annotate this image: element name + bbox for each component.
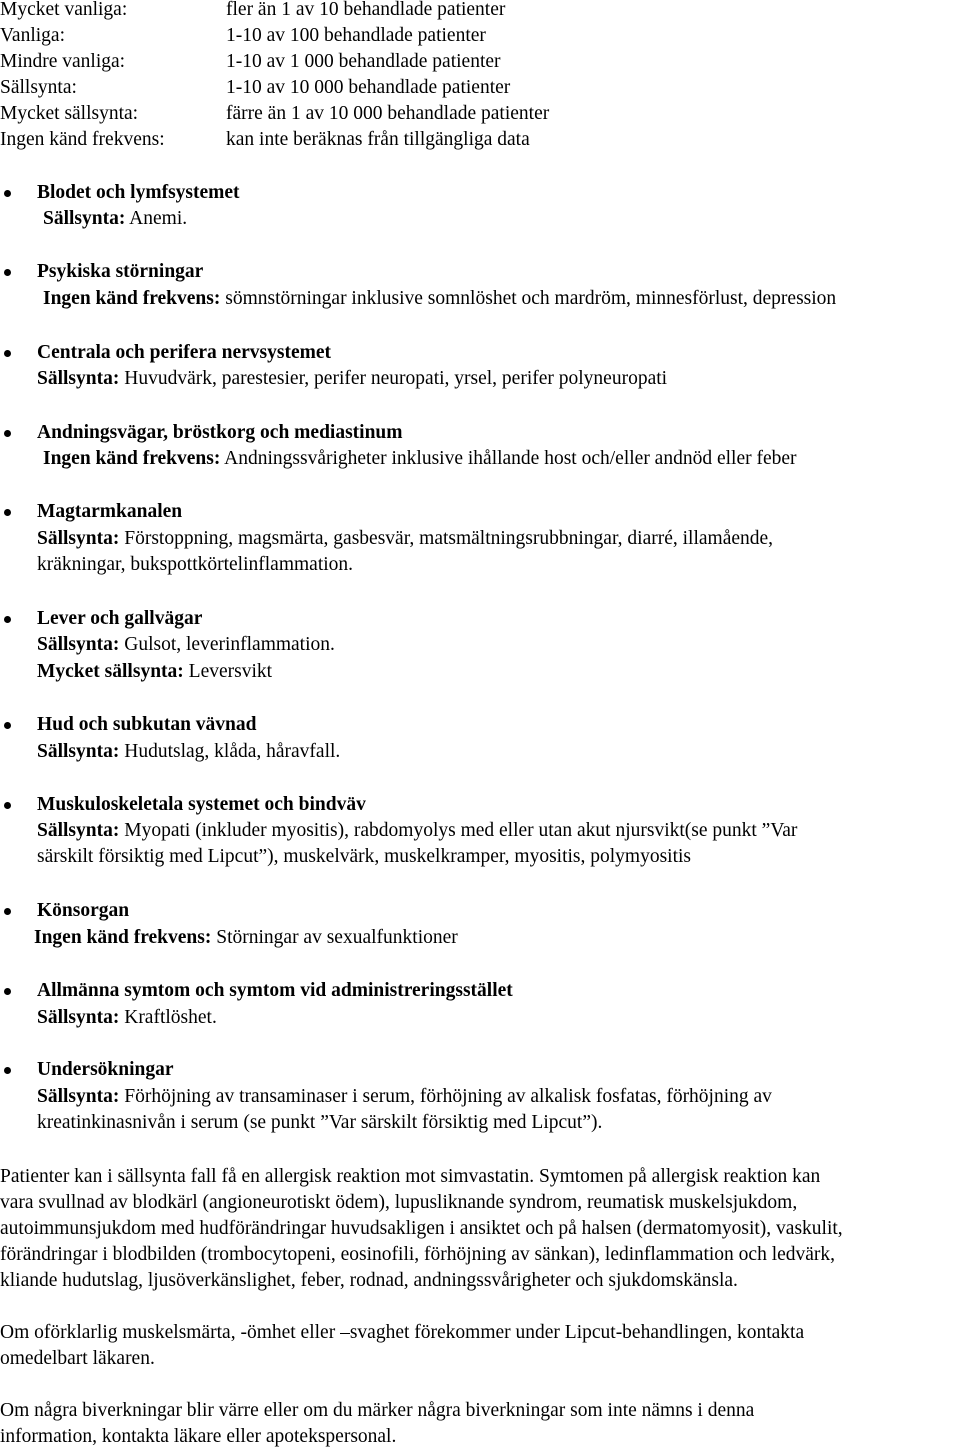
section-line xyxy=(37,366,667,392)
bullet-icon xyxy=(4,802,11,809)
section-line xyxy=(43,206,187,232)
paragraph-line: Om oförklarlig muskelsmärta, -ömhet eller –svaghet förekommer under Lipcut-behandlingen, kontakta xyxy=(0,1322,805,1343)
section-text: Huvudvärk, parestesier, perifer neuropati, yrsel, perifer polyneuropati xyxy=(119,368,668,389)
frequency-label: Sällsynta: xyxy=(43,208,126,229)
paragraph-allergy xyxy=(0,1164,960,1294)
frequency-definition: kan inte beräknas från tillgängliga data xyxy=(226,129,530,150)
frequency-label: Sällsynta: xyxy=(37,528,120,549)
section-line xyxy=(37,552,353,578)
section-line xyxy=(43,286,836,312)
section-text: Myopati (inkluder myositis), rabdomyolys med eller utan akut njursvikt(se punkt ”Var xyxy=(119,820,798,841)
bullet-icon xyxy=(4,190,11,197)
section-line xyxy=(37,1084,772,1110)
paragraph-line: Patienter kan i sällsynta fall få en allergisk reaktion mot simvastatin. Symtomen på allergisk reaktion kan xyxy=(0,1166,821,1187)
section-text: sömnstörningar inklusive somnlöshet och mardröm, minnesförlust, depression xyxy=(220,288,837,309)
section-line xyxy=(37,526,773,552)
bullet-icon xyxy=(4,616,11,623)
section-title: Muskuloskeletala systemet och bindväv xyxy=(37,794,366,815)
section-line xyxy=(37,632,335,658)
frequency-label: Ingen känd frekvens: xyxy=(43,288,221,309)
section-line xyxy=(37,1005,217,1031)
section-text: Förhöjning av transaminaser i serum, förhöjning av alkalisk fosfatas, förhöjning av xyxy=(119,1086,772,1107)
frequency-term: Mycket sällsynta: xyxy=(0,103,139,124)
frequency-term: Mindre vanliga: xyxy=(0,51,126,72)
paragraph-line: förändringar i blodbilden (trombocytopeni, eosinofili, förhöjning av sänkan), ledinflammation och ledvärk, xyxy=(0,1244,836,1265)
bullet-icon xyxy=(4,908,11,915)
paragraph-contact xyxy=(0,1398,960,1450)
frequency-label: Ingen känd frekvens: xyxy=(34,927,212,948)
section-line xyxy=(43,446,797,472)
frequency-term: Mycket vanliga: xyxy=(0,0,128,20)
section-title: Centrala och perifera nervsystemet xyxy=(37,342,332,363)
bullet-icon xyxy=(4,430,11,437)
section-title: Lever och gallvägar xyxy=(37,608,203,629)
section-text: Andningssvårigheter inklusive ihållande host och/eller andnöd eller feber xyxy=(220,448,797,469)
section-line xyxy=(37,659,272,685)
frequency-label: Sällsynta: xyxy=(37,1086,120,1107)
bullet-icon xyxy=(4,988,11,995)
frequency-term: Sällsynta: xyxy=(0,77,77,98)
section-title: Hud och subkutan vävnad xyxy=(37,714,257,735)
frequency-term: Ingen känd frekvens: xyxy=(0,129,165,150)
paragraph-line: omedelbart läkaren. xyxy=(0,1348,155,1369)
frequency-definition: färre än 1 av 10 000 behandlade patienter xyxy=(226,103,550,124)
section-title: Andningsvägar, bröstkorg och mediastinum xyxy=(37,422,403,443)
bullet-icon xyxy=(4,1067,11,1074)
frequency-label: Sällsynta: xyxy=(37,741,120,762)
paragraph-line: autoimmunsjukdom med hudförändringar huvudsakligen i ansiktet och på halsen (dermatomyosit), vaskulit, xyxy=(0,1218,843,1239)
section-line xyxy=(34,925,458,951)
section-text: kreatinkinasnivån i serum (se punkt ”Var särskilt försiktig med Lipcut”). xyxy=(37,1112,603,1133)
frequency-label: Sällsynta: xyxy=(37,1007,120,1028)
frequency-label: Mycket sällsynta: xyxy=(37,661,184,682)
section-line xyxy=(37,1110,602,1136)
frequency-definition: fler än 1 av 10 behandlade patienter xyxy=(226,0,506,20)
section-text: Leversvikt xyxy=(183,661,273,682)
paragraph-line: kliande hudutslag, ljusöverkänslighet, feber, rodnad, andningssvårigheter och sjukdomskänsla. xyxy=(0,1270,738,1291)
section-title: Allmänna symtom och symtom vid administreringsstället xyxy=(37,980,513,1001)
frequency-term: Vanliga: xyxy=(0,25,65,46)
section-text: Anemi. xyxy=(125,208,188,229)
section-title: Psykiska störningar xyxy=(37,261,204,282)
section-text: Gulsot, leverinflammation. xyxy=(119,634,335,655)
section-text: Störningar av sexualfunktioner xyxy=(211,927,458,948)
section-title: Könsorgan xyxy=(37,900,130,921)
section-title: Undersökningar xyxy=(37,1059,174,1080)
section-title: Blodet och lymfsystemet xyxy=(37,182,240,203)
bullet-icon xyxy=(4,350,11,357)
paragraph-muscle-pain xyxy=(0,1320,960,1372)
bullet-icon xyxy=(4,722,11,729)
section-line xyxy=(37,739,340,765)
section-text: Hudutslag, klåda, håravfall. xyxy=(119,741,341,762)
frequency-definition: 1-10 av 1 000 behandlade patienter xyxy=(226,51,501,72)
section-line xyxy=(37,818,797,844)
frequency-definition: 1-10 av 10 000 behandlade patienter xyxy=(226,77,511,98)
paragraph-line: information, kontakta läkare eller apotekspersonal. xyxy=(0,1426,397,1447)
frequency-label: Sällsynta: xyxy=(37,368,120,389)
bullet-icon xyxy=(4,509,11,516)
section-text: Kraftlöshet. xyxy=(119,1007,217,1028)
section-line xyxy=(37,844,691,870)
frequency-label: Ingen känd frekvens: xyxy=(43,448,221,469)
bullet-icon xyxy=(4,269,11,276)
paragraph-line: Om några biverkningar blir värre eller om du märker några biverkningar som inte nämns i denna xyxy=(0,1400,755,1421)
frequency-label: Sällsynta: xyxy=(37,820,120,841)
section-text: särskilt försiktig med Lipcut”), muskelvärk, muskelkramper, myositis, polymyositis xyxy=(37,846,692,867)
paragraph-line: vara svullnad av blodkärl (angioneurotiskt ödem), lupusliknande syndrom, reumatisk muskelsjukdom, xyxy=(0,1192,798,1213)
frequency-definition: 1-10 av 100 behandlade patienter xyxy=(226,25,486,46)
section-text: kräkningar, bukspottkörtelinflammation. xyxy=(37,554,354,575)
section-text: Förstoppning, magsmärta, gasbesvär, matsmältningsrubbningar, diarré, illamående, xyxy=(119,528,774,549)
frequency-label: Sällsynta: xyxy=(37,634,120,655)
section-title: Magtarmkanalen xyxy=(37,501,183,522)
